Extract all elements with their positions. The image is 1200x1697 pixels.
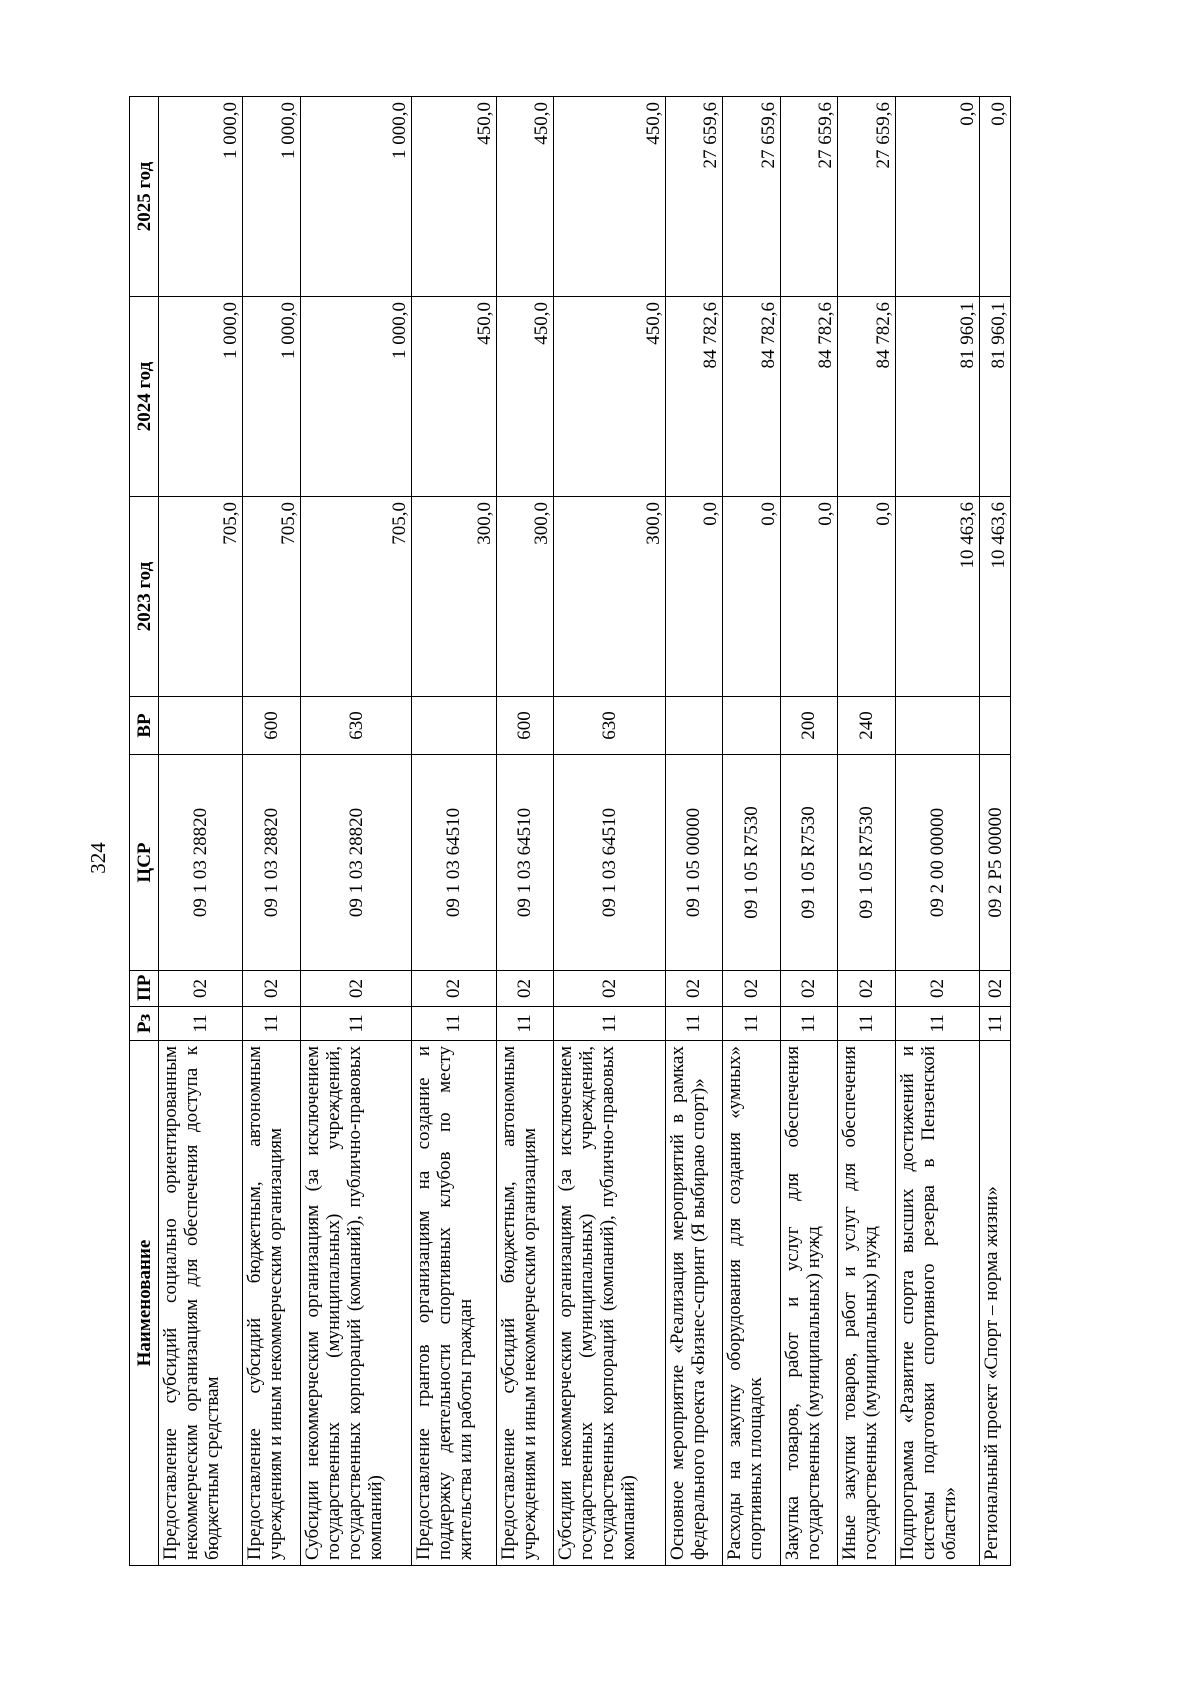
cell-pr: 02 xyxy=(159,971,243,1007)
cell-2023: 705,0 xyxy=(243,497,301,697)
cell-rz: 11 xyxy=(780,1007,838,1041)
cell-rz: 11 xyxy=(159,1007,243,1041)
cell-csr: 09 1 03 64510 xyxy=(554,755,665,971)
cell-vr xyxy=(980,697,1011,755)
cell-vr xyxy=(723,697,781,755)
cell-2025: 0,0 xyxy=(980,97,1011,297)
table-row xyxy=(496,97,554,1566)
cell-2025: 450,0 xyxy=(554,97,665,297)
cell-2024: 84 782,6 xyxy=(838,297,896,497)
cell-2023: 300,0 xyxy=(412,497,496,697)
header-rz: Рз xyxy=(130,1007,159,1041)
cell-vr xyxy=(412,697,496,755)
cell-2023: 0,0 xyxy=(665,497,723,697)
cell-2023: 300,0 xyxy=(554,497,665,697)
cell-2024: 450,0 xyxy=(496,297,554,497)
cell-csr: 09 1 05 00000 xyxy=(665,755,723,971)
table-row xyxy=(980,97,1011,1566)
table-row xyxy=(159,97,243,1566)
cell-name: Региональный проект «Спорт – норма жизни» xyxy=(980,1041,1011,1566)
cell-rz: 11 xyxy=(665,1007,723,1041)
cell-2025: 450,0 xyxy=(496,97,554,297)
cell-2024: 84 782,6 xyxy=(723,297,781,497)
cell-pr: 02 xyxy=(243,971,301,1007)
cell-2023: 0,0 xyxy=(723,497,781,697)
header-pr: ПР xyxy=(130,971,159,1007)
cell-name: Основное мероприятие «Реализация мероприятий в рамках федерального проекта «Бизнес-спринт (Я выбираю спорт)» xyxy=(665,1041,723,1566)
cell-csr: 09 2 00 00000 xyxy=(895,755,979,971)
table-header-row xyxy=(130,97,159,1566)
cell-2024: 81 960,1 xyxy=(980,297,1011,497)
header-vr: ВР xyxy=(130,697,159,755)
cell-csr: 09 1 05 R7530 xyxy=(838,755,896,971)
cell-2024: 84 782,6 xyxy=(665,297,723,497)
cell-vr: 630 xyxy=(300,697,411,755)
cell-2025: 27 659,6 xyxy=(838,97,896,297)
cell-vr: 600 xyxy=(243,697,301,755)
cell-pr: 02 xyxy=(838,971,896,1007)
cell-csr: 09 1 05 R7530 xyxy=(723,755,781,971)
cell-rz: 11 xyxy=(412,1007,496,1041)
cell-pr: 02 xyxy=(895,971,979,1007)
cell-rz: 11 xyxy=(980,1007,1011,1041)
cell-2024: 81 960,1 xyxy=(895,297,979,497)
cell-2025: 27 659,6 xyxy=(723,97,781,297)
cell-csr: 09 1 05 R7530 xyxy=(780,755,838,971)
cell-2024: 1 000,0 xyxy=(300,297,411,497)
cell-name: Предоставление субсидий социально ориентированным некоммерческим организациям для обеспечения доступа к бюджетным средствам xyxy=(159,1041,243,1566)
cell-pr: 02 xyxy=(723,971,781,1007)
cell-vr xyxy=(895,697,979,755)
cell-rz: 11 xyxy=(895,1007,979,1041)
cell-2023: 10 463,6 xyxy=(895,497,979,697)
cell-csr: 09 1 03 28820 xyxy=(300,755,411,971)
header-name: Наименование xyxy=(130,1041,159,1566)
cell-rz: 11 xyxy=(300,1007,411,1041)
cell-2025: 1 000,0 xyxy=(159,97,243,297)
cell-2023: 705,0 xyxy=(159,497,243,697)
cell-pr: 02 xyxy=(496,971,554,1007)
page-number: 324 xyxy=(86,842,110,874)
table-row xyxy=(780,97,838,1566)
cell-2025: 450,0 xyxy=(412,97,496,297)
table-row xyxy=(300,97,411,1566)
header-2024: 2024 год xyxy=(130,297,159,497)
cell-rz: 11 xyxy=(496,1007,554,1041)
cell-2024: 1 000,0 xyxy=(159,297,243,497)
table-row xyxy=(723,97,781,1566)
cell-name: Субсидии некоммерческим организациям (за исключением государственных (муниципальных) учреждений, государственных корпораций (компаний), публично-правовых компаний) xyxy=(554,1041,665,1566)
cell-vr: 240 xyxy=(838,697,896,755)
cell-pr: 02 xyxy=(412,971,496,1007)
cell-name: Субсидии некоммерческим организациям (за исключением государственных (муниципальных) учреждений, государственных корпораций (компаний), публично-правовых компаний) xyxy=(300,1041,411,1566)
cell-2023: 10 463,6 xyxy=(980,497,1011,697)
cell-pr: 02 xyxy=(980,971,1011,1007)
table-row xyxy=(554,97,665,1566)
cell-2023: 0,0 xyxy=(780,497,838,697)
cell-2025: 1 000,0 xyxy=(300,97,411,297)
cell-name: Предоставление субсидий бюджетным, автономным учреждениям и иным некоммерческим организациям xyxy=(496,1041,554,1566)
cell-2023: 300,0 xyxy=(496,497,554,697)
cell-name: Предоставление субсидий бюджетным, автономным учреждениям и иным некоммерческим организациям xyxy=(243,1041,301,1566)
cell-name: Предоставление грантов организациям на создание и поддержку деятельности спортивных клубов по месту жительства или работы граждан xyxy=(412,1041,496,1566)
cell-vr: 630 xyxy=(554,697,665,755)
table-row xyxy=(665,97,723,1566)
table-row xyxy=(243,97,301,1566)
cell-2025: 0,0 xyxy=(895,97,979,297)
header-2023: 2023 год xyxy=(130,497,159,697)
cell-rz: 11 xyxy=(723,1007,781,1041)
cell-csr: 09 1 03 64510 xyxy=(496,755,554,971)
cell-2025: 27 659,6 xyxy=(665,97,723,297)
cell-vr: 600 xyxy=(496,697,554,755)
cell-csr: 09 2 P5 00000 xyxy=(980,755,1011,971)
cell-2025: 1 000,0 xyxy=(243,97,301,297)
cell-2024: 1 000,0 xyxy=(243,297,301,497)
cell-2023: 0,0 xyxy=(838,497,896,697)
cell-csr: 09 1 03 64510 xyxy=(412,755,496,971)
table-row xyxy=(895,97,979,1566)
cell-csr: 09 1 03 28820 xyxy=(159,755,243,971)
cell-name: Подпрограмма «Развитие спорта высших достижений и системы подготовки спортивного резерва в Пензенской области» xyxy=(895,1041,979,1566)
cell-name: Закупка товаров, работ и услуг для обеспечения государственных (муниципальных) нужд xyxy=(780,1041,838,1566)
cell-vr: 200 xyxy=(780,697,838,755)
cell-pr: 02 xyxy=(780,971,838,1007)
cell-rz: 11 xyxy=(838,1007,896,1041)
table-row xyxy=(838,97,896,1566)
cell-pr: 02 xyxy=(665,971,723,1007)
cell-name: Иные закупки товаров, работ и услуг для обеспечения государственных (муниципальных) нужд xyxy=(838,1041,896,1566)
table-row xyxy=(412,97,496,1566)
cell-name: Расходы на закупку оборудования для создания «умных» спортивных площадок xyxy=(723,1041,781,1566)
cell-pr: 02 xyxy=(300,971,411,1007)
header-2025: 2025 год xyxy=(130,97,159,297)
cell-csr: 09 1 03 28820 xyxy=(243,755,301,971)
cell-rz: 11 xyxy=(554,1007,665,1041)
rotated-table-container xyxy=(129,97,1011,1566)
cell-2024: 450,0 xyxy=(554,297,665,497)
cell-2023: 705,0 xyxy=(300,497,411,697)
cell-vr xyxy=(159,697,243,755)
cell-2025: 27 659,6 xyxy=(780,97,838,297)
budget-table xyxy=(129,96,1011,1566)
cell-2024: 84 782,6 xyxy=(780,297,838,497)
header-csr: ЦСР xyxy=(130,755,159,971)
cell-pr: 02 xyxy=(554,971,665,1007)
cell-2024: 450,0 xyxy=(412,297,496,497)
cell-rz: 11 xyxy=(243,1007,301,1041)
cell-vr xyxy=(665,697,723,755)
